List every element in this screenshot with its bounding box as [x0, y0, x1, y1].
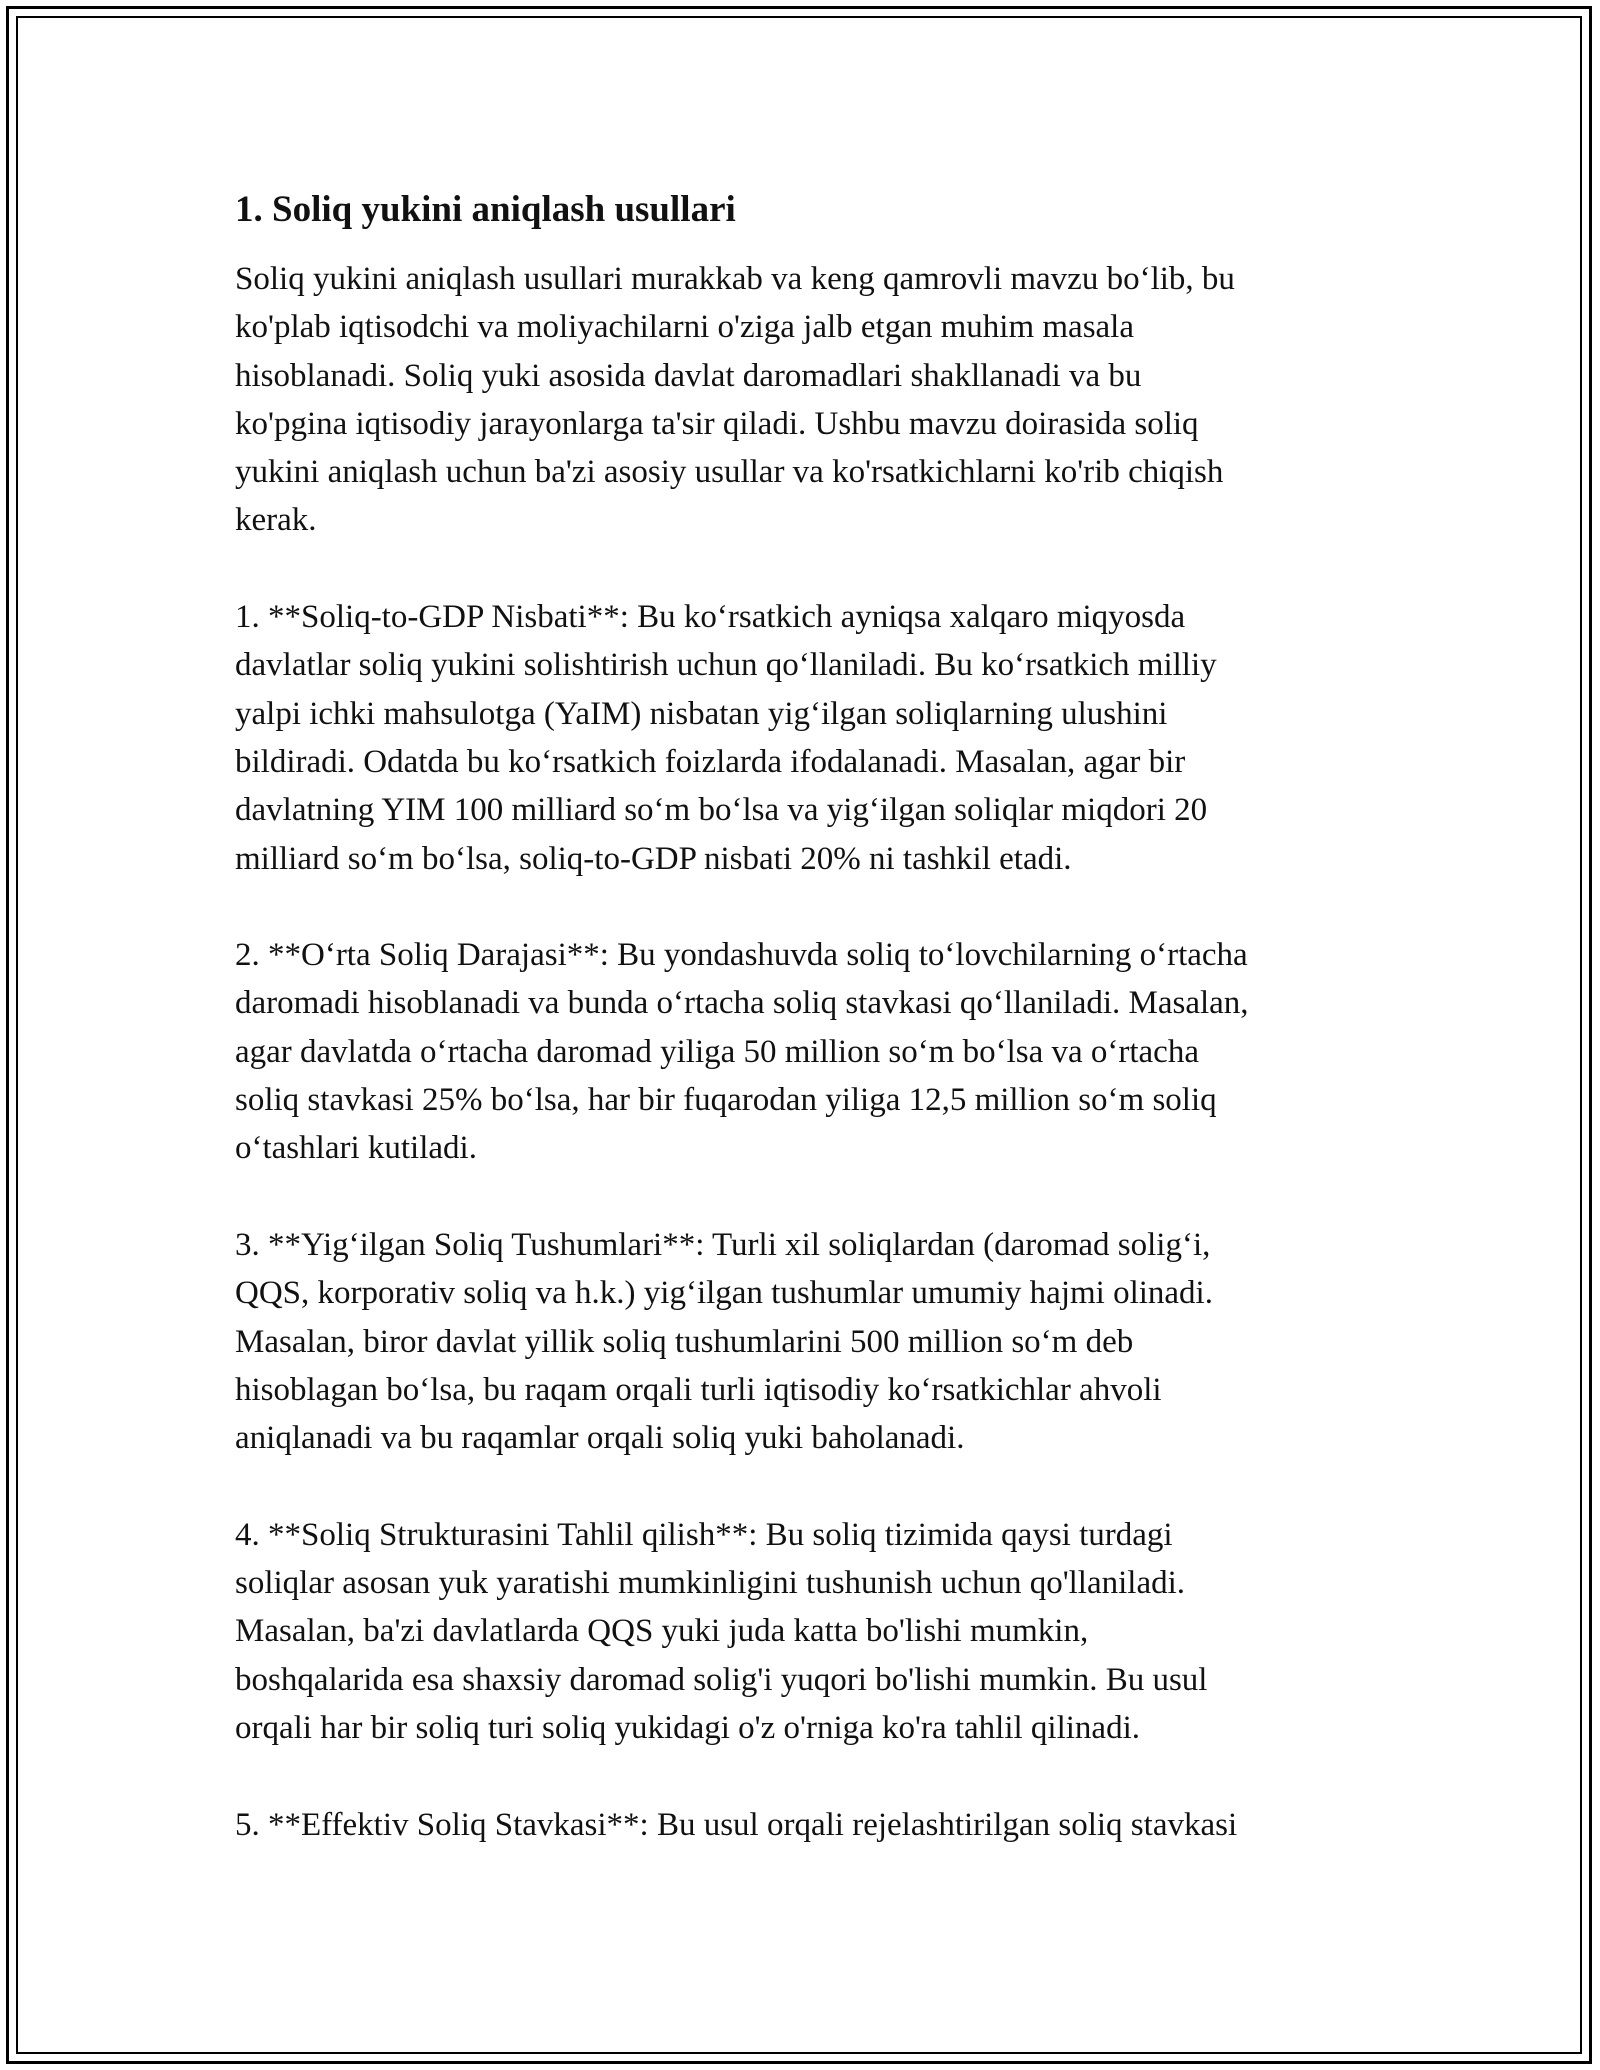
paragraph-line: QQS, korporativ soliq va h.k.) yig‘ilgan tushumlar umumiy hajmi olinadi. [235, 1275, 1213, 1312]
paragraph-line: o‘tashlari kutiladi. [235, 1130, 477, 1167]
paragraph-line: davlatlar soliq yukini solishtirish uchun qo‘llaniladi. Bu ko‘rsatkich milliy [235, 647, 1217, 684]
paragraph-line: Soliq yukini aniqlash usullari murakkab va keng qamrovli mavzu bo‘lib, bu [235, 261, 1235, 297]
paragraph-line: hisoblagan bo‘lsa, bu raqam orqali turli iqtisodiy ko‘rsatkichlar ahvoli [235, 1371, 1162, 1408]
method-paragraph-5 [235, 1801, 1385, 1849]
paragraph-line: bildiradi. Odatda bu ko‘rsatkich foizlarda ifodalanadi. Masalan, agar bir [235, 743, 1186, 780]
intro-paragraph [235, 255, 1385, 545]
paragraph-line: daromadi hisoblanadi va bunda o‘rtacha soliq stavkasi qo‘llaniladi. Masalan, [235, 985, 1249, 1022]
paragraph-line: 2. **O‘rta Soliq Darajasi**: Bu yondashuvda soliq to‘lovchilarning o‘rtacha [235, 937, 1248, 974]
paragraph-line: davlatning YIM 100 milliard so‘m bo‘lsa va yig‘ilgan soliqlar miqdori 20 [235, 792, 1208, 829]
paragraph-line: yukini aniqlash uchun ba'zi asosiy usullar va ko'rsatkichlarni ko'rib chiqish [235, 454, 1224, 491]
paragraph-line: boshqalarida esa shaxsiy daromad solig'i yuqori bo'lishi mumkin. Bu usul [235, 1661, 1208, 1698]
paragraph-line: soliq stavkasi 25% bo‘lsa, har bir fuqarodan yiliga 12,5 million so‘m soliq [235, 1082, 1217, 1119]
paragraph-line: soliqlar asosan yuk yaratishi mumkinligini tushunish uchun qo'llaniladi. [235, 1565, 1186, 1602]
paragraph-line: 1. **Soliq-to-GDP Nisbati**: Bu ko‘rsatkich ayniqsa xalqaro miqyosda [235, 599, 1186, 636]
paragraph-line: ko'plab iqtisodchi va moliyachilarni o'ziga jalb etgan muhim masala [235, 309, 1134, 346]
paragraph-line: 3. **Yig‘ilgan Soliq Tushumlari**: Turli xil soliqlardan (daromad solig‘i, [235, 1226, 1211, 1263]
paragraph-line: aniqlanadi va bu raqamlar orqali soliq yuki baholanadi. [235, 1420, 965, 1457]
paragraph-line: agar davlatda o‘rtacha daromad yiliga 50 million so‘m bo‘lsa va o‘rtacha [235, 1033, 1199, 1070]
paragraph-line: yalpi ichki mahsulotga (YaIM) nisbatan yig‘ilgan soliqlarning ulushini [235, 695, 1168, 732]
method-paragraph-1 [235, 593, 1385, 883]
method-paragraph-3 [235, 1221, 1385, 1462]
section-heading: 1. Soliq yukini aniqlash usullari [235, 189, 736, 230]
method-paragraph-2 [235, 931, 1385, 1172]
document-body [235, 185, 1385, 1897]
paragraph-line: Masalan, ba'zi davlatlarda QQS yuki juda katta bo'lishi mumkin, [235, 1613, 1089, 1650]
paragraph-line: kerak. [235, 502, 317, 539]
paragraph-line: milliard so‘m bo‘lsa, soliq-to-GDP nisbati 20% ni tashkil etadi. [235, 840, 1072, 877]
paragraph-line: hisoblanadi. Soliq yuki asosida davlat daromadlari shakllanadi va bu [235, 357, 1142, 394]
paragraph-line: 4. **Soliq Strukturasini Tahlil qilish**: Bu soliq tizimida qaysi turdagi [235, 1516, 1173, 1553]
paragraph-line: ko'pgina iqtisodiy jarayonlarga ta'sir qiladi. Ushbu mavzu doirasida soliq [235, 405, 1199, 442]
method-paragraph-4 [235, 1511, 1385, 1752]
paragraph-line: 5. **Effektiv Soliq Stavkasi**: Bu usul orqali rejelashtirilgan soliq stavkasi [235, 1806, 1238, 1843]
paragraph-line: Masalan, biror davlat yillik soliq tushumlarini 500 million so‘m deb [235, 1323, 1134, 1360]
paragraph-line: orqali har bir soliq turi soliq yukidagi o'z o'rniga ko'ra tahlil qilinadi. [235, 1709, 1141, 1746]
